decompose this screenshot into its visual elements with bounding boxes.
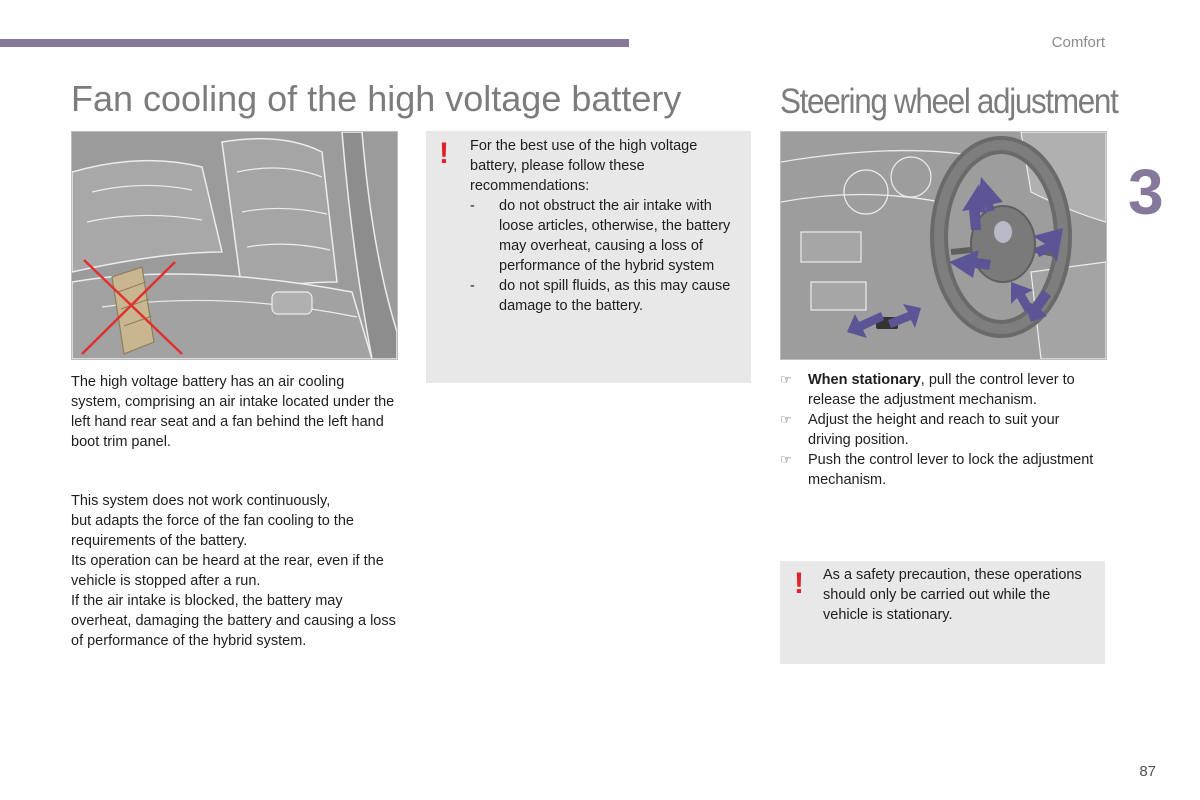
fan-paragraph-1: The high voltage battery has an air cooling system, comprising an air intake located under the left hand rear seat and a fan behind the left hand boot trim panel. [71,374,395,450]
steering-warning-box [780,561,1105,664]
step-item [780,450,1105,490]
page-number: 87 [1139,763,1156,780]
header-accent-bar [0,39,629,47]
dash-marker: - [470,198,475,214]
step-item [780,370,1105,410]
fan-description [71,372,396,452]
step-bold-text: When stationary [808,372,921,388]
fan-cooling-title: Fan cooling of the high voltage battery [71,78,682,119]
fan-paragraph-line: but adapts the force of the fan cooling to the requirements of the battery. [71,513,354,549]
hand-pointer-icon: ☞ [780,412,792,427]
dash-marker: - [470,278,475,294]
steering-warning-text: As a safety precaution, these operations should only be carried out while the vehicle is stationary. [823,567,1082,623]
fan-operation-text [71,491,396,651]
steering-steps [780,370,1105,490]
step-rest-text: , pull the control lever to release the adjustment mechanism. [808,372,1075,408]
hand-pointer-icon: ☞ [780,452,792,467]
step-text: Adjust the height and reach to suit your driving position. [808,412,1060,448]
fan-paragraph-line: If the air intake is blocked, the battery may overheat, damaging the battery and causing a loss of performance of the hybrid system. [71,593,396,649]
fan-warning-intro: For the best use of the high voltage battery, please follow these recommendations: [470,138,698,194]
step-text [808,370,1105,410]
warning-icon: ! [439,137,449,170]
hand-pointer-icon: ☞ [780,372,792,387]
list-item-text: do not spill fluids, as this may cause damage to the battery. [499,278,731,314]
fan-paragraph-line: This system does not work continuously, [71,493,331,509]
rear-seat-illustration [71,131,398,360]
fan-warning-box [426,131,751,383]
rear-seat-drawing [72,132,397,359]
steering-wheel-illustration [780,131,1107,360]
section-label: Comfort [1051,34,1105,51]
chapter-number: 3 [1128,156,1164,228]
fan-paragraph-line: Its operation can be heard at the rear, even if the vehicle is stopped after a run. [71,553,384,589]
steering-wheel-drawing [781,132,1106,359]
list-item [470,276,746,316]
list-item [470,196,746,276]
step-text: Push the control lever to lock the adjustment mechanism. [808,452,1094,488]
step-item [780,410,1105,450]
fan-warning-text [470,136,746,316]
warning-icon: ! [794,567,804,600]
steering-title: Steering wheel adjustment [780,82,1118,121]
list-item-text: do not obstruct the air intake with loose articles, otherwise, the battery may overheat, causing a loss of performance of the hybrid system [499,198,731,274]
